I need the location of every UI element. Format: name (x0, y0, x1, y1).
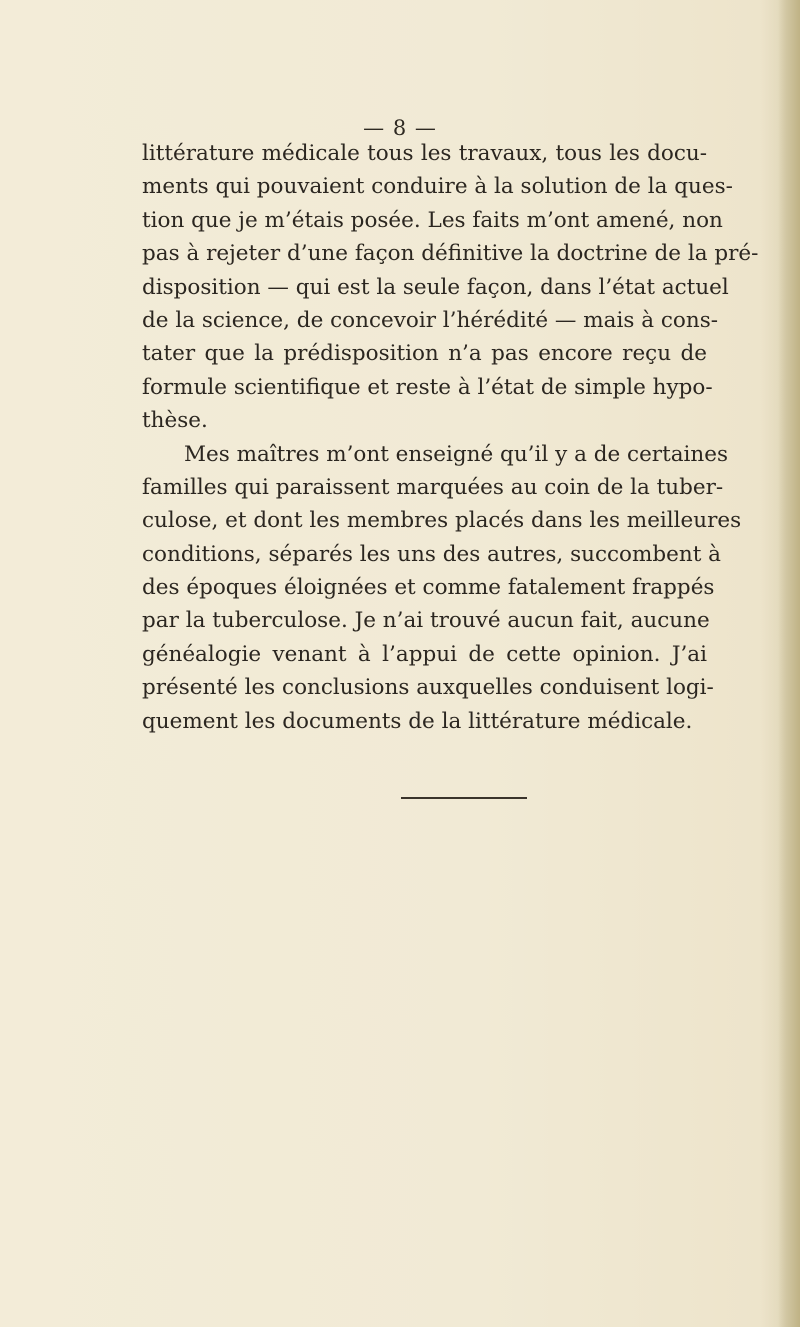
text-line: pas à rejeter d’une façon définitive la doctrine de la pré- (142, 241, 759, 267)
text-line: de la science, de concevoir l’hérédité — mais à cons- (142, 307, 718, 333)
page-number: — 8 — (363, 116, 437, 140)
text-line: quement les documents de la littérature médicale. (142, 708, 693, 734)
section-divider-rule (401, 797, 527, 799)
text-line: tater que la prédisposition n’a pas encore reçu de (142, 341, 707, 367)
text-line: tion que je m’étais posée. Les faits m’ont amené, non (142, 207, 723, 233)
paragraph (142, 438, 742, 739)
paragraph (142, 137, 759, 438)
text-line: des époques éloignées et comme fatalement frappés (142, 575, 715, 601)
text-line: Mes maîtres m’ont enseigné qu’il y a de certaines (184, 441, 729, 467)
text-line: thèse. (142, 408, 208, 434)
text-line: formule scientifique et reste à l’état de simple hypo- (142, 374, 713, 400)
page-edge-shadow (778, 0, 800, 1327)
text-line: présenté les conclusions auxquelles conduisent logi- (142, 675, 714, 701)
text-line: conditions, séparés les uns des autres, succombent à (142, 541, 721, 567)
body-text (142, 137, 759, 738)
text-line: littérature médicale tous les travaux, tous les docu- (142, 141, 707, 166)
text-line: ments qui pouvaient conduire à la solution de la ques- (142, 174, 733, 200)
text-line: familles qui paraissent marquées au coin de la tuber- (142, 474, 724, 500)
text-line: culose, et dont les membres placés dans les meilleures (142, 508, 742, 534)
text-line: généalogie venant à l’appui de cette opinion. J’ai (142, 641, 707, 667)
text-line: disposition — qui est la seule façon, dans l’état actuel (142, 274, 729, 300)
text-line: par la tuberculose. Je n’ai trouvé aucun fait, aucune (142, 608, 710, 634)
